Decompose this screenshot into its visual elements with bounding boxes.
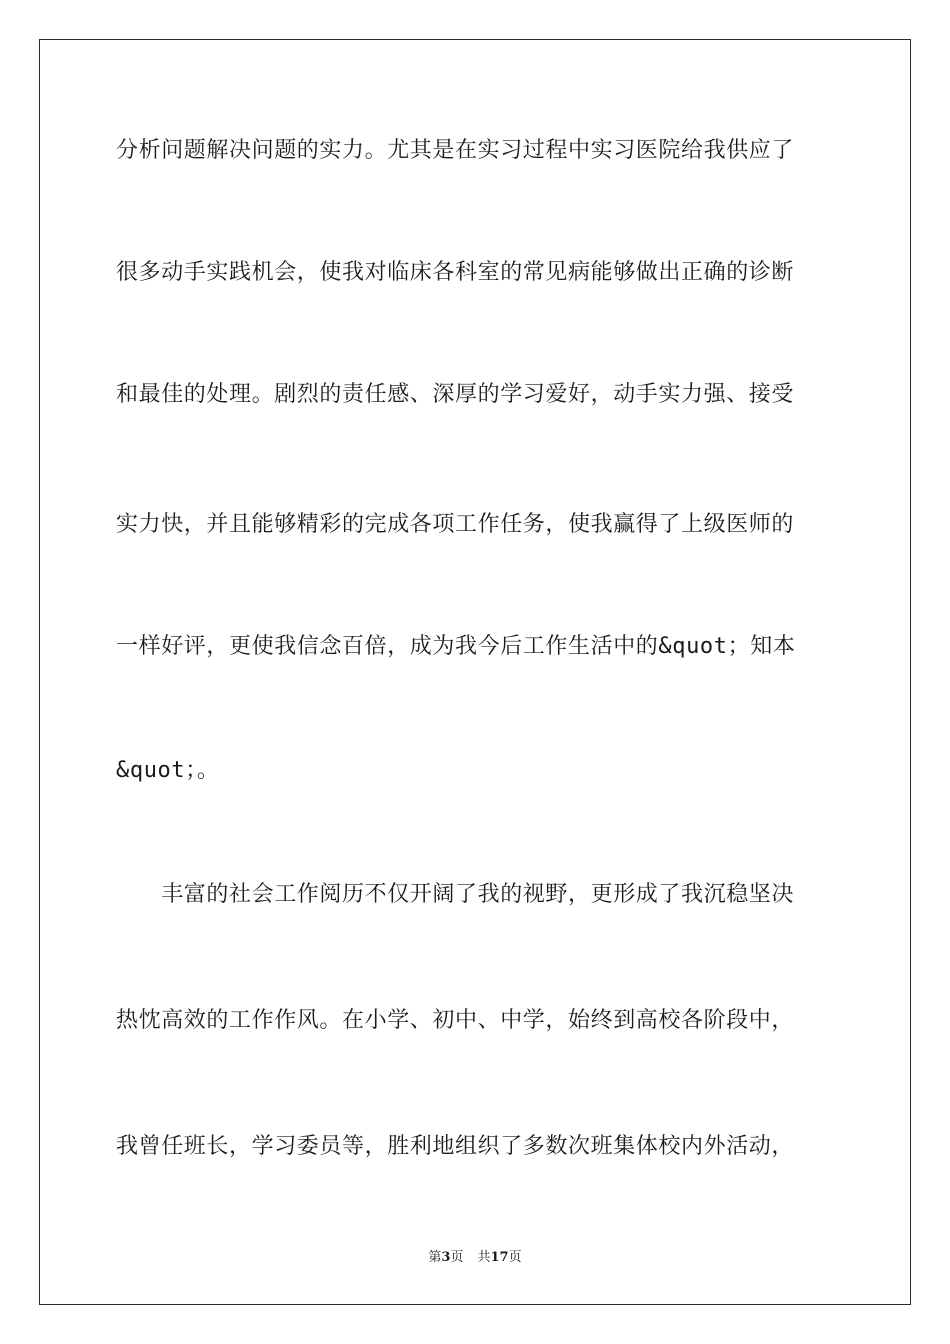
footer-page-prefix: 第 [428,1250,442,1265]
footer-total-suffix: 页 [508,1250,522,1265]
footer-page-number: 3 [441,1250,451,1265]
footer-page-suffix: 页 [450,1250,464,1265]
body-text-line-9: 我曾任班长，学习委员等，胜利地组织了多数次班集体校内外活动， [116,1134,795,1159]
body-text-line-3: 和最佳的处理。剧烈的责任感、深厚的学习爱好，动手实力强、接受 [116,382,795,407]
body-text-line-2: 很多动手实践机会，使我对临床各科室的常见病能够做出正确的诊断 [116,260,795,285]
body-text-line-1: 分析问题解决问题的实力。尤其是在实习过程中实习医院给我供应了 [116,138,795,163]
footer-total-number: 17 [490,1250,509,1265]
body-text-line-4: 实力快，并且能够精彩的完成各项工作任务，使我赢得了上级医师的 [116,512,795,537]
page-footer [0,1246,950,1265]
page-border [39,39,911,1305]
body-text-line-7: 丰富的社会工作阅历不仅开阔了我的视野，更形成了我沉稳坚决 [116,882,795,907]
body-text-line-8: 热忱高效的工作作风。在小学、初中、中学，始终到高校各阶段中， [116,1008,795,1033]
footer-total-prefix: 共 [477,1250,491,1265]
body-text-line-5: 一样好评，更使我信念百倍，成为我今后工作生活中的&quot；知本 [116,634,796,659]
body-text-line-6: &quot；。 [116,758,220,783]
